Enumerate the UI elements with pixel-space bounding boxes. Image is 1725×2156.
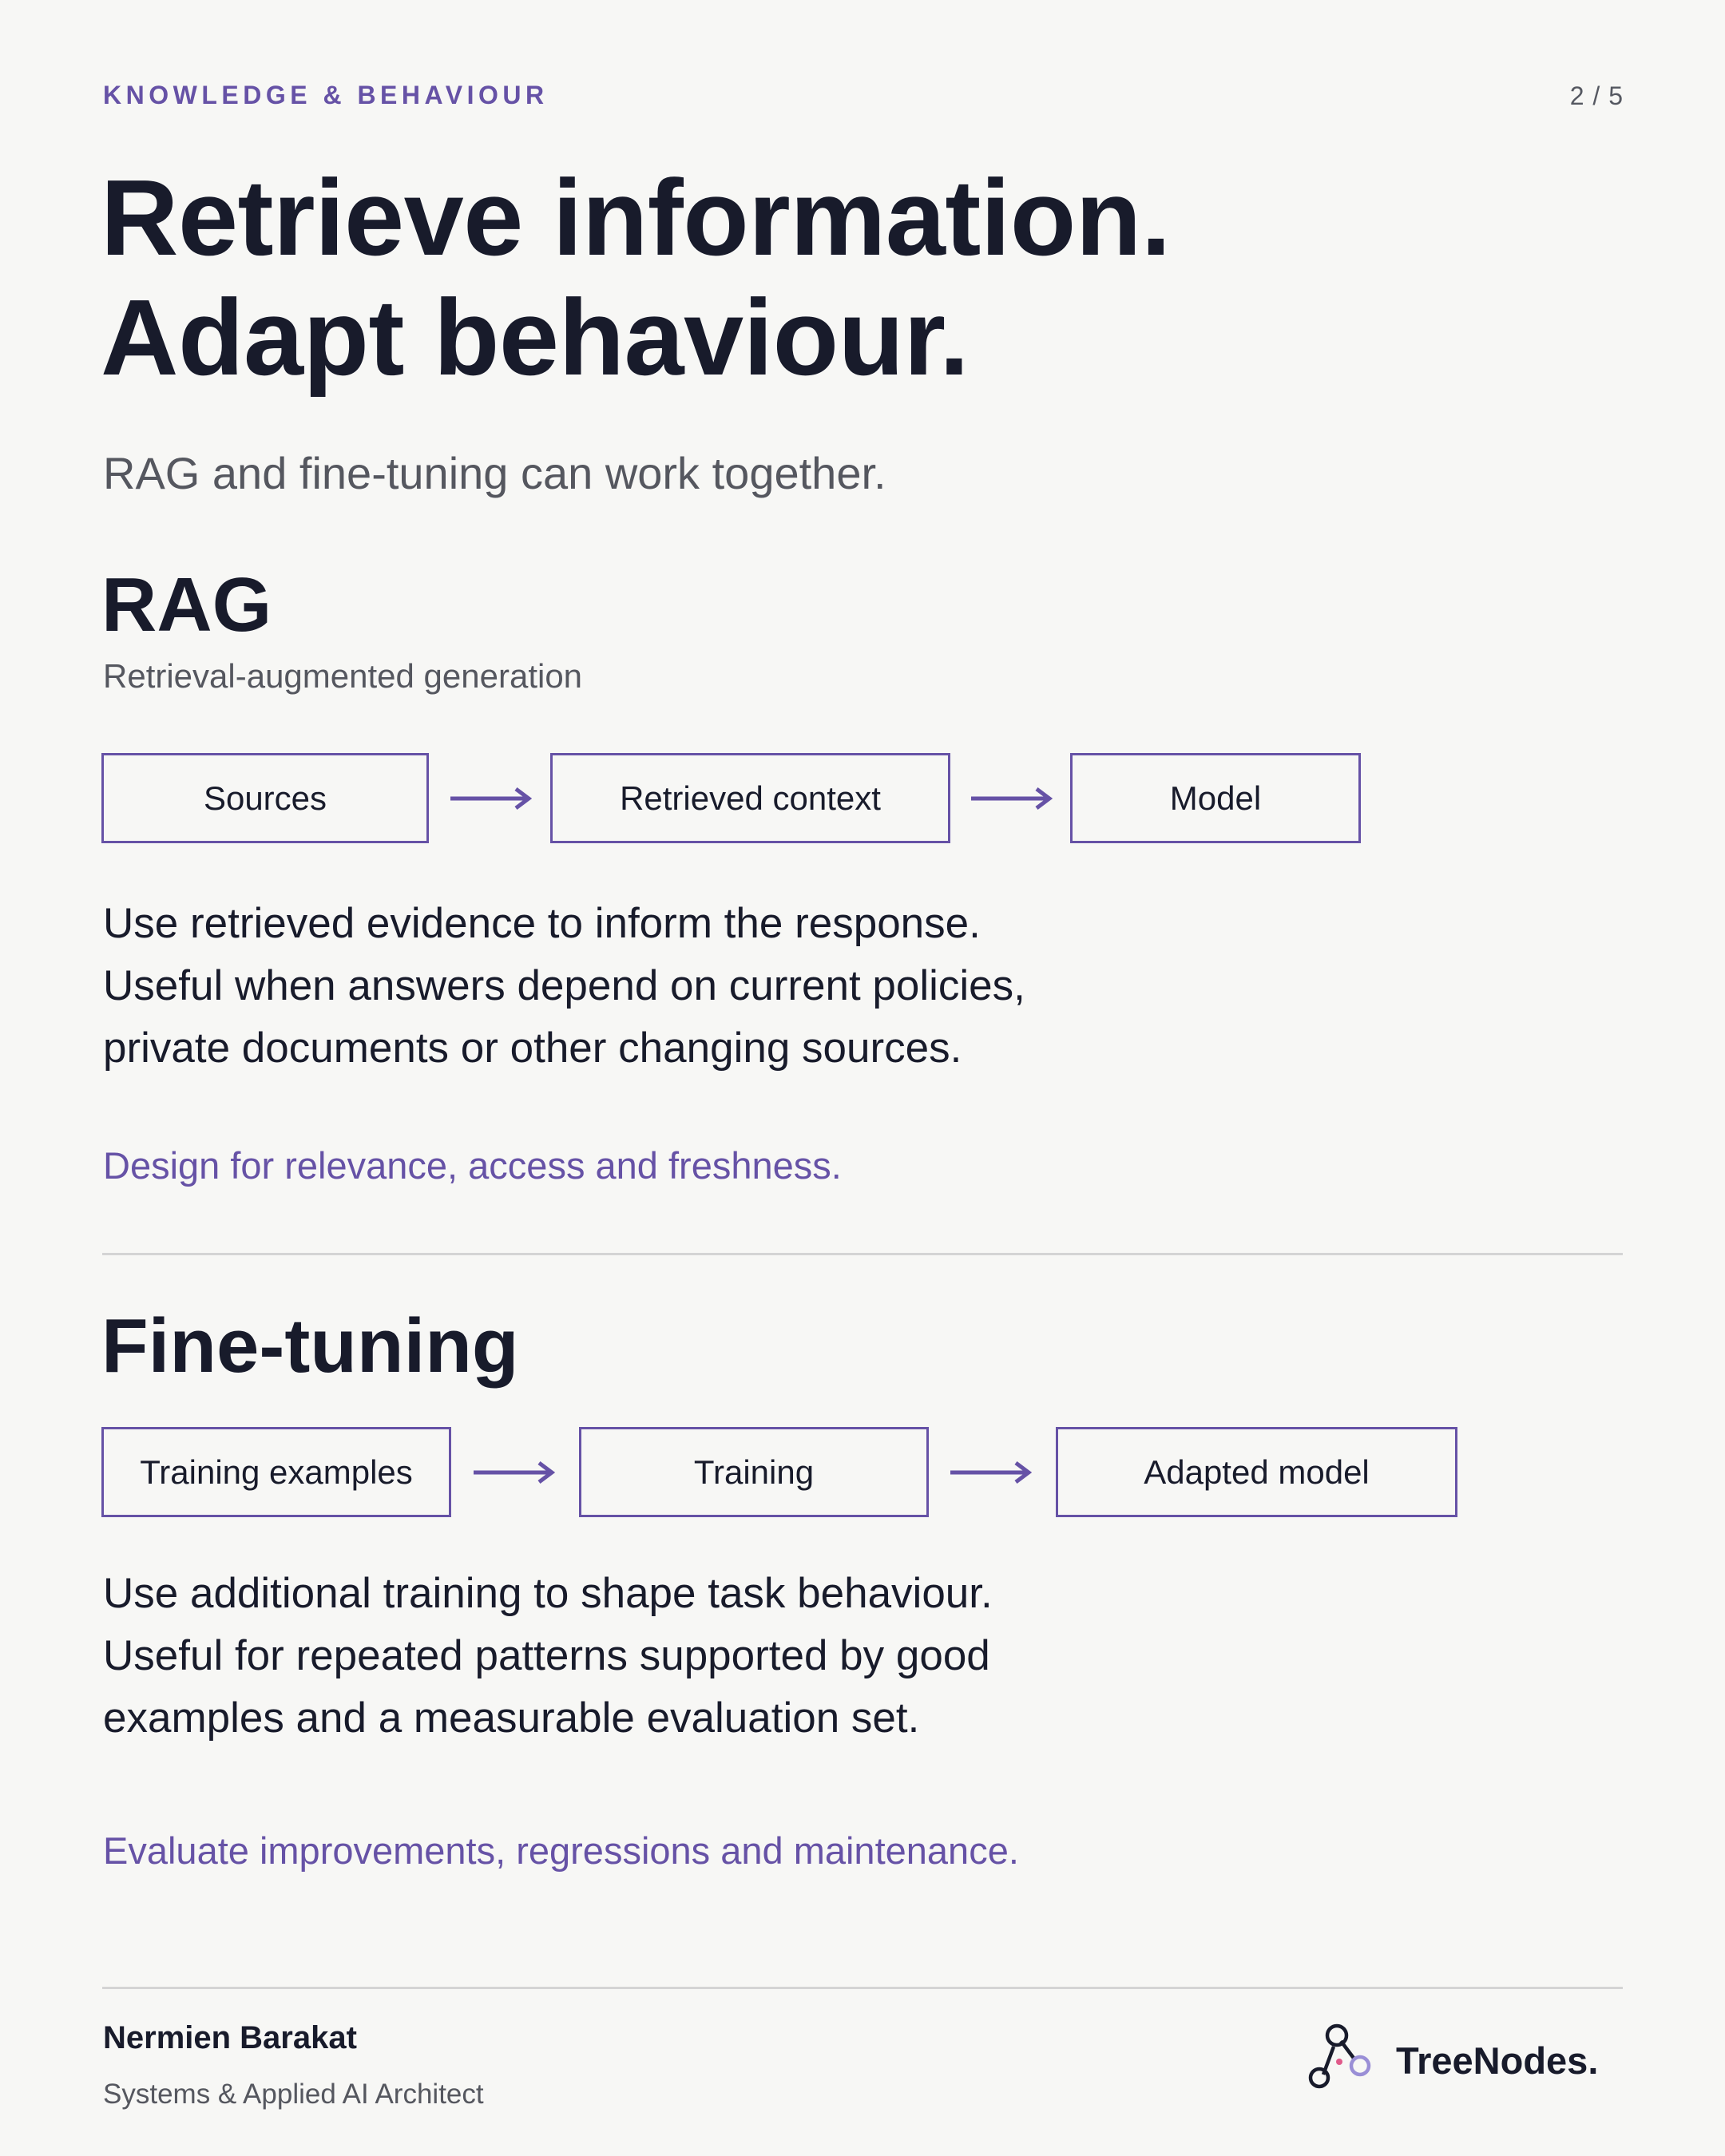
author-name: Nermien Barakat — [103, 2020, 357, 2055]
rag-description-line: Use retrieved evidence to inform the response. — [103, 900, 981, 947]
page-subtitle: RAG and fine-tuning can work together. — [103, 448, 886, 498]
flow-box-model: Model — [1070, 753, 1361, 843]
page-title — [101, 158, 1171, 398]
rag-note: Design for relevance, access and freshness. — [103, 1144, 842, 1187]
flow-box-retrieved-context: Retrieved context — [550, 753, 950, 843]
flow-box-sources: Sources — [101, 753, 429, 843]
title-line-1: Retrieve information. — [101, 157, 1171, 278]
rag-heading: RAG — [101, 562, 272, 648]
flow-box-adapted-model: Adapted model — [1056, 1427, 1457, 1517]
rag-description-line: Useful when answers depend on current policies, — [103, 962, 1025, 1009]
section-divider — [102, 1253, 1623, 1255]
flow-box-training: Training — [579, 1427, 929, 1517]
arrow-right-icon — [949, 1460, 1032, 1484]
arrow-right-icon — [449, 787, 532, 810]
rag-description-line: private documents or other changing sources. — [103, 1024, 962, 1072]
author-role: Systems & Applied AI Architect — [103, 2079, 484, 2110]
footer-divider — [102, 1987, 1623, 1989]
fine-tuning-description-line: Useful for repeated patterns supported by good — [103, 1632, 990, 1679]
rag-caption: Retrieval-augmented generation — [103, 657, 583, 695]
brand-name: TreeNodes. — [1396, 2039, 1599, 2082]
title-line-2: Adapt behaviour. — [101, 277, 970, 398]
flow-box-training-examples: Training examples — [101, 1427, 451, 1517]
fine-tuning-note: Evaluate improvements, regressions and maintenance. — [103, 1829, 1019, 1872]
eyebrow-label: KNOWLEDGE & BEHAVIOUR — [103, 81, 549, 109]
tree-nodes-icon — [1306, 2022, 1374, 2090]
rag-description — [103, 893, 1025, 1080]
arrow-right-icon — [472, 1460, 555, 1484]
fine-tuning-description — [103, 1563, 993, 1750]
page-indicator: 2 / 5 — [1569, 81, 1624, 110]
arrow-right-icon — [970, 787, 1053, 810]
fine-tuning-description-line: Use additional training to shape task behaviour. — [103, 1570, 993, 1617]
fine-tuning-description-line: examples and a measurable evaluation set. — [103, 1694, 920, 1742]
fine-tuning-heading: Fine-tuning — [101, 1303, 519, 1389]
